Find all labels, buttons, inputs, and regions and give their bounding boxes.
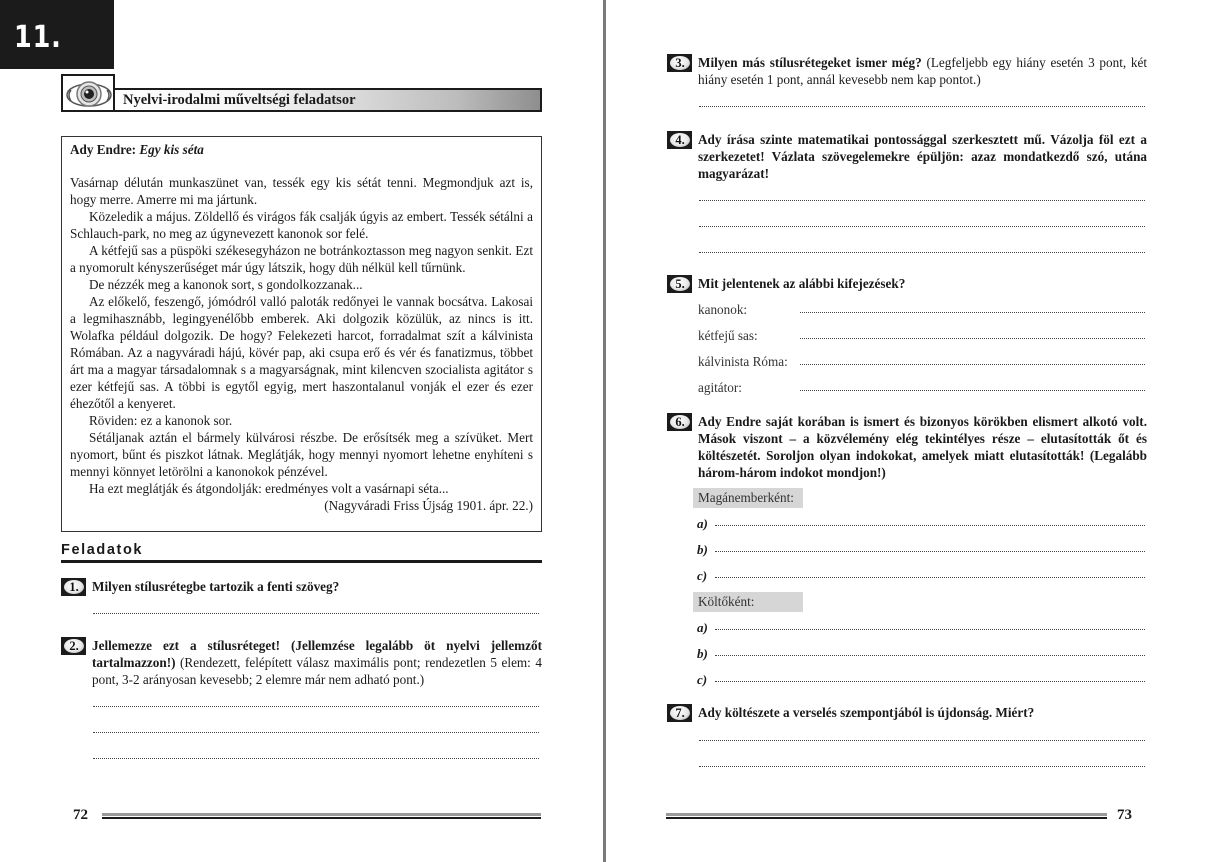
question-5 <box>667 275 1147 295</box>
excerpt-paragraph: Közeledik a május. Zöldellő és virágos fák csalják úgyis az embert. Tessék sétálni a Schlauch-park, no meg az úgynevezett kanonok sor felé. <box>70 209 533 241</box>
group-label-private: Magánemberként: <box>693 488 803 508</box>
chapter-tab <box>0 0 114 69</box>
question-number-badge: 1. <box>61 578 86 596</box>
answer-line[interactable] <box>715 654 1145 656</box>
question-3 <box>667 54 1147 90</box>
group-label-poet: Költőként: <box>693 592 803 612</box>
answer-line[interactable] <box>800 311 1145 313</box>
answer-line[interactable] <box>699 225 1145 227</box>
question-6 <box>667 413 1147 483</box>
question-text: Milyen stílusrétegbe tartozik a fenti szöveg? <box>92 579 340 594</box>
page-number-right: 73 <box>1117 807 1132 823</box>
question-4 <box>667 131 1147 183</box>
answer-line[interactable] <box>715 680 1145 682</box>
answer-line[interactable] <box>93 612 539 614</box>
section-header <box>61 74 542 112</box>
page-gutter <box>603 0 606 862</box>
page-number-left: 72 <box>73 807 88 823</box>
excerpt-paragraph: A kétfejű sas a püspöki székesegyházon ne botránkoztasson meg nagyon senkit. Ezt a nyomorult kényszerűséget már úgy látszik, hogy düh nélkül kell tűrnünk. <box>70 243 533 275</box>
question-7 <box>667 704 1147 724</box>
excerpt-paragraph: De nézzék meg a kanonok sort, s gondolkozzanak... <box>89 277 363 292</box>
answer-line[interactable] <box>93 731 539 733</box>
answer-line[interactable] <box>699 105 1145 107</box>
excerpt-author: Ady Endre: <box>70 142 137 157</box>
answer-line[interactable] <box>93 705 539 707</box>
term-label: kanonok: <box>698 302 748 317</box>
excerpt-paragraph: Ha ezt meglátják és átgondolják: eredményes volt a vasárnapi séta... <box>89 481 449 496</box>
answer-line[interactable] <box>715 628 1145 630</box>
question-text: Mit jelentenek az alábbi kifejezések? <box>698 276 906 291</box>
question-number-badge: 6. <box>667 413 692 431</box>
footer-rule <box>666 813 1107 819</box>
answer-line[interactable] <box>699 199 1145 201</box>
term-label: kálvinista Róma: <box>698 354 788 369</box>
answer-line[interactable] <box>93 757 539 759</box>
answer-line[interactable] <box>715 576 1145 578</box>
question-number-badge: 5. <box>667 275 692 293</box>
excerpt-paragraph: Röviden: ez a kanonok sor. <box>89 413 233 428</box>
question-1 <box>61 578 542 598</box>
question-2 <box>61 637 542 689</box>
section-title: Nyelvi-irodalmi műveltségi feladatsor <box>123 92 356 108</box>
question-number-badge: 7. <box>667 704 692 722</box>
tasks-heading: Feladatok <box>61 541 542 563</box>
answer-line[interactable] <box>715 550 1145 552</box>
excerpt-title <box>70 141 533 158</box>
question-text: Ady Endre saját korában is ismert és bizonyos körökben elismert alkotó volt. Mások viszont – a közvélemény elég tekintélyes része – elutasították őt és költészetét. Soroljon olyan indokokat, amelyek miatt elutasították! (Legalább három-három indokot mondjon!) <box>698 414 1147 480</box>
item-letter: c) <box>697 672 708 687</box>
question-text: Jellemezze ezt a stílusréteget! (Jellemzése legalább öt nyelvi jellemzőt tartalmazzon!) (Rendezett, felépített válasz maximális pont; rendezetlen 5 elem: 4 pont, 3-2 arányosan kevesebb; 2 elemre már nem adható pont.) <box>92 638 542 687</box>
answer-line[interactable] <box>699 765 1145 767</box>
answer-line[interactable] <box>800 337 1145 339</box>
section-title-bar <box>115 88 542 112</box>
answer-line[interactable] <box>699 739 1145 741</box>
item-letter: b) <box>697 542 708 557</box>
term-label: kétfejű sas: <box>698 328 758 343</box>
chapter-number: 11. <box>14 20 62 55</box>
term-label: agitátor: <box>698 380 742 395</box>
question-number-badge: 4. <box>667 131 692 149</box>
literary-excerpt-box <box>61 136 542 532</box>
question-text: Milyen más stílusrétegeket ismer még? (Legfeljebb egy hiány esetén 3 pont, két hiány esetén 1 pont, annál kevesebb nem kap pontot.) <box>698 55 1147 87</box>
excerpt-paragraph: Sétáljanak aztán el bármely külvárosi részbe. De erősítsék meg a szívüket. Mert nyomort, bűnt és piszkot látnak. Meglátják, hogy mennyi nyomort lehetne enyhíteni s mennyi könnyet letörölni a kanonokok pénzével. <box>70 430 533 479</box>
answer-line[interactable] <box>715 524 1145 526</box>
answer-line[interactable] <box>800 389 1145 391</box>
question-number-badge: 2. <box>61 637 86 655</box>
item-letter: c) <box>697 568 708 583</box>
footer-rule <box>102 813 541 819</box>
item-letter: b) <box>697 646 708 661</box>
answer-line[interactable] <box>800 363 1145 365</box>
question-number-badge: 3. <box>667 54 692 72</box>
eye-icon <box>61 74 115 112</box>
excerpt-work-title: Egy kis séta <box>139 142 204 157</box>
excerpt-paragraph: Az előkelő, feszengő, jómódról valló paloták redőnyei le vannak bocsátva. Lakosai a legmihasznább, legingyenélőbb emberek. Aki dolgozik közülük, az nincs is itt. Wolafka például dolgozik. De hogy? Felekezeti harcot, forradalmat szít a kálvinista Rómában. Az a nagyváradi hájú, kövér pap, aki csupa erő és vér és fanatizmus, többet árt ma a magyar társadalomnak s a magyarságnak, mint kilencven szocialista agitátor s ezer kétfejű sas. A többi is egytől egyig, mert haszontalanul vonják el ezer és ezer éhezőtől a kenyeret. <box>70 294 533 411</box>
question-text: Ady írása szinte matematikai pontossággal szerkesztett mű. Vázolja föl ezt a szerkezetet! Vázlata szövegelemekre épüljön: azaz mondatkezdő szó, utána magyarázat! <box>698 132 1147 181</box>
excerpt-paragraph: Vasárnap délután munkaszünet van, tessék egy kis sétát tenni. Megmondjuk azt is, hogy merre. Amerre mi ma jártunk. <box>70 175 533 207</box>
item-letter: a) <box>697 516 708 531</box>
item-letter: a) <box>697 620 708 635</box>
question-text: Ady költészete a verselés szempontjából is újdonság. Miért? <box>698 705 1035 720</box>
excerpt-source: (Nagyváradi Friss Újság 1901. ápr. 22.) <box>324 498 533 513</box>
answer-line[interactable] <box>699 251 1145 253</box>
